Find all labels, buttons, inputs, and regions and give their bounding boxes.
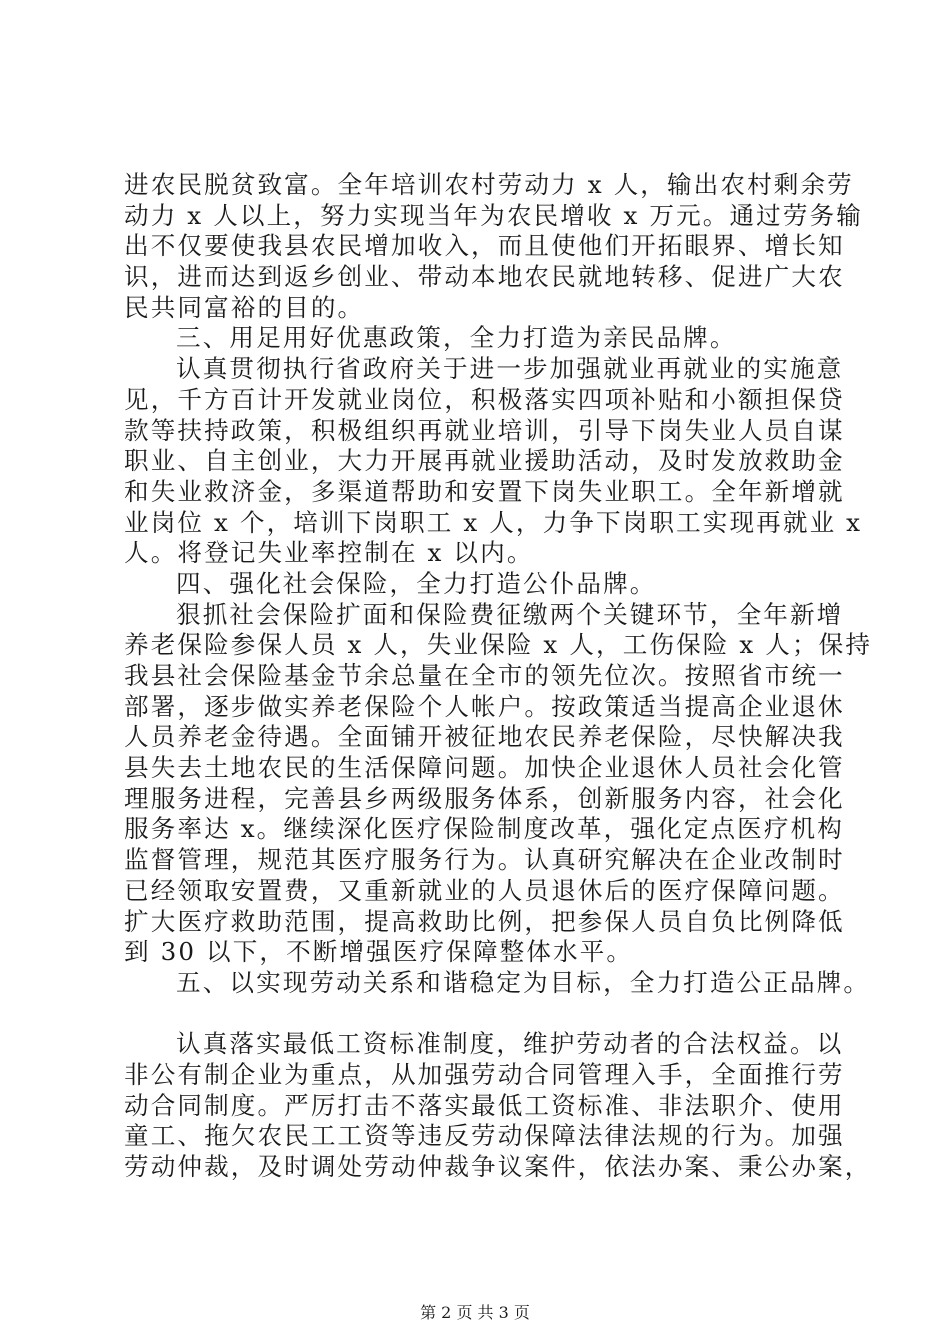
paragraph-line: 理服务进程，完善县乡两级服务体系，创新服务内容，社会化 xyxy=(124,783,845,813)
paragraph-line: 监督管理，规范其医疗服务行为。认真研究解决在企业改制时 xyxy=(124,845,845,875)
paragraph-line: 劳动仲裁，及时调处劳动仲裁争议案件，依法办案、秉公办案， xyxy=(124,1152,872,1181)
paragraph-line: 人。将登记失业率控制在 x 以内。 xyxy=(124,538,534,568)
paragraph-first-line: 认真贯彻执行省政府关于进一步加强就业再就业的实施意 xyxy=(176,354,844,384)
paragraph-line: 我县社会保险基金节余总量在全市的领先位次。按照省市统一 xyxy=(124,661,845,690)
paragraph-line: 识，进而达到返乡创业、带动本地农民就地转移、促进广大农 xyxy=(124,262,845,292)
paragraph-first-line: 三、用足用好优惠政策，全力打造为亲民品牌。 xyxy=(176,323,737,353)
paragraph-line: 部署，逐步做实养老保险个人帐户。按政策适当提高企业退休 xyxy=(124,691,845,721)
paragraph-line: 职业、自主创业，大力开展再就业援助活动，及时发放救助金 xyxy=(124,446,845,476)
paragraph-line: 已经领取安置费，又重新就业的人员退休后的医疗保障问题。 xyxy=(124,875,845,905)
paragraph-line: 动力 x 人以上，努力实现当年为农民增收 x 万元。通过劳务输 xyxy=(124,200,863,230)
paragraph-line: 服务率达 x。继续深化医疗保险制度改革，强化定点医疗机构 xyxy=(124,814,844,844)
paragraph-first-line: 五、以实现劳动关系和谐稳定为目标，全力打造公正品牌。 xyxy=(176,967,871,997)
paragraph-line: 非公有制企业为重点，从加强劳动合同管理入手，全面推行劳 xyxy=(124,1059,845,1089)
body-text xyxy=(124,170,873,1183)
paragraph-first-line: 四、强化社会保险，全力打造公仆品牌。 xyxy=(176,568,657,598)
paragraph-line: 县失去土地农民的生活保障问题。加快企业退休人员社会化管 xyxy=(124,753,845,783)
paragraph-line: 扩大医疗救助范围，提高救助比例，把参保人员自负比例降低 xyxy=(124,906,845,936)
paragraph-line: 民共同富裕的目的。 xyxy=(124,292,365,322)
paragraph-first-line: 狠抓社会保险扩面和保险费征缴两个关键环节，全年新增 xyxy=(176,599,844,629)
page-footer: 第 2 页 共 3 页 xyxy=(420,1303,530,1322)
paragraph-line: 出不仅要使我县农民增加收入，而且使他们开拓眼界、增长知 xyxy=(124,231,845,261)
paragraph-line: 到 30 以下，不断增强医疗保障整体水平。 xyxy=(124,937,634,967)
paragraph-first-line: 认真落实最低工资标准制度，维护劳动者的合法权益。以 xyxy=(176,1029,844,1059)
paragraph-line: 见，千方百计开发就业岗位，积极落实四项补贴和小额担保贷 xyxy=(124,384,845,414)
paragraph-line: 款等扶持政策，积极组织再就业培训，引导下岗失业人员自谋 xyxy=(124,415,845,445)
paragraph-line: 和失业救济金，多渠道帮助和安置下岗失业职工。全年新增就 xyxy=(124,476,845,506)
blank-line xyxy=(124,999,840,1030)
paragraph-line: 进农民脱贫致富。全年培训农村劳动力 x 人，输出农村剩余劳 xyxy=(124,170,854,199)
paragraph-line: 人员养老金待遇。全面铺开被征地农民养老保险，尽快解决我 xyxy=(124,722,845,752)
paragraph-line: 动合同制度。严厉打击不落实最低工资标准、非法职介、使用 xyxy=(124,1090,845,1120)
paragraph-line: 业岗位 x 个，培训下岗职工 x 人，力争下岗职工实现再就业 x xyxy=(124,507,863,537)
paragraph-line: 童工、拖欠农民工工资等违反劳动保障法律法规的行为。加强 xyxy=(124,1121,845,1151)
paragraph-line: 养老保险参保人员 x 人，失业保险 x 人，工伤保险 x 人；保持 xyxy=(124,630,873,660)
